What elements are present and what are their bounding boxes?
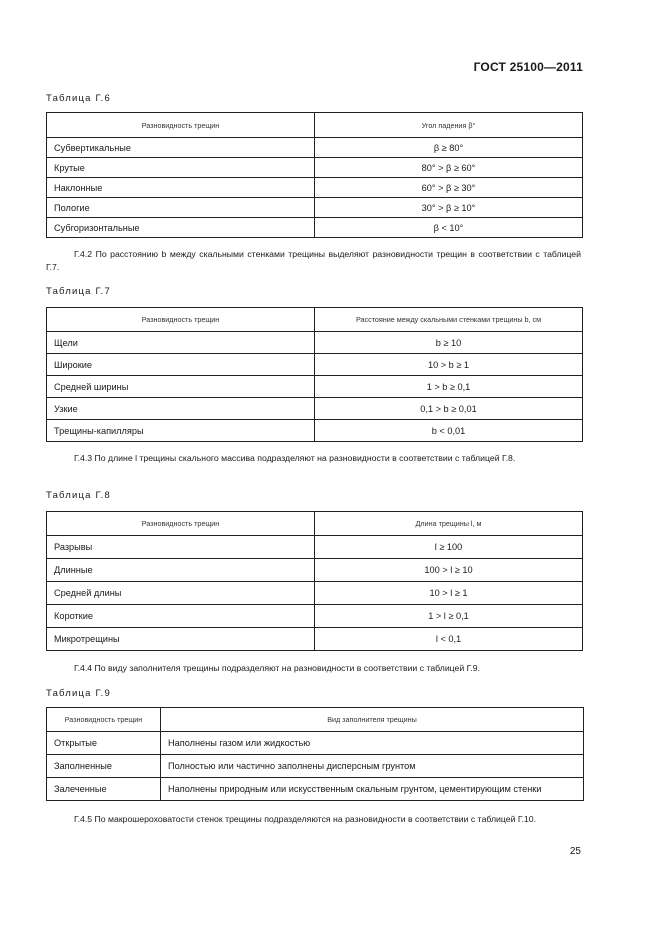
table-g8-header-type: Разновидность трещин <box>47 512 315 536</box>
table-row-value: 80° > β ≥ 60° <box>315 158 583 178</box>
table-g7 <box>46 307 583 442</box>
table-row-value: l ≥ 100 <box>315 536 583 559</box>
table-g6-header-angle: Угол падения β° <box>315 113 583 138</box>
table-row-label: Широкие <box>47 354 315 376</box>
paragraph-g42: Г.4.2 По расстоянию b между скальными стенками трещины выделяют разновидности трещин в соответствии с таблицей Г.7. <box>46 249 581 272</box>
table-row-label: Открытые <box>47 732 161 755</box>
paragraph-g44: Г.4.4 По виду заполнителя трещины подразделяют на разновидности в соответствии с таблицей Г.9. <box>74 663 480 673</box>
table-row-label: Залеченные <box>47 778 161 801</box>
table-row-label: Средней длины <box>47 582 315 605</box>
document-code: ГОСТ 25100—2011 <box>473 60 583 74</box>
table-row-value: Наполнены газом или жидкостью <box>161 732 584 755</box>
table-row-label: Трещины-капилляры <box>47 420 315 442</box>
table-g9-caption: Таблица Г.9 <box>46 688 111 699</box>
table-row-value: 60° > β ≥ 30° <box>315 178 583 198</box>
table-row-label: Субгоризонтальные <box>47 218 315 238</box>
table-row-value: β ≥ 80° <box>315 138 583 158</box>
paragraph-g45: Г.4.5 По макрошероховатости стенок трещины подразделяются на разновидности в соответствии с таблицей Г.10. <box>74 814 537 824</box>
table-row-value: β < 10° <box>315 218 583 238</box>
table-row-value: 10 > l ≥ 1 <box>315 582 583 605</box>
table-g8 <box>46 511 583 651</box>
table-g7-header-distance: Расстояние между скальными стенками трещины b, см <box>315 308 583 332</box>
table-row-label: Щели <box>47 332 315 354</box>
table-row-label: Крутые <box>47 158 315 178</box>
table-row-value: 1 > b ≥ 0,1 <box>315 376 583 398</box>
table-row-value: 10 > b ≥ 1 <box>315 354 583 376</box>
table-g8-header-length: Длина трещины l, м <box>315 512 583 536</box>
table-row-value: Наполнены природным или искусственным скальным грунтом, цементирующим стенки <box>161 778 584 801</box>
table-row-label: Длинные <box>47 559 315 582</box>
table-row-label: Средней ширины <box>47 376 315 398</box>
table-row-value: 30° > β ≥ 10° <box>315 198 583 218</box>
table-row-value: 0,1 > b ≥ 0,01 <box>315 398 583 420</box>
table-row-value: b ≥ 10 <box>315 332 583 354</box>
table-row-label: Пологие <box>47 198 315 218</box>
table-row-label: Микротрещины <box>47 628 315 651</box>
table-row-value: Полностью или частично заполнены дисперсным грунтом <box>161 755 584 778</box>
table-row-value: l < 0,1 <box>315 628 583 651</box>
paragraph-g43: Г.4.3 По длине l трещины скального массива подразделяют на разновидности в соответствии с таблицей Г.8. <box>74 453 516 463</box>
table-row-label: Узкие <box>47 398 315 420</box>
table-g7-caption: Таблица Г.7 <box>46 286 111 297</box>
table-g8-caption: Таблица Г.8 <box>46 490 111 501</box>
table-g6-caption: Таблица Г.6 <box>46 93 111 104</box>
table-g6-header-type: Разновидность трещин <box>47 113 315 138</box>
table-row-label: Заполненные <box>47 755 161 778</box>
table-row-value: 1 > l ≥ 0,1 <box>315 605 583 628</box>
table-g9-header-type: Разновидность трещин <box>47 708 161 732</box>
table-row-label: Короткие <box>47 605 315 628</box>
page-number: 25 <box>569 846 581 857</box>
table-row-label: Субвертикальные <box>47 138 315 158</box>
table-g7-header-type: Разновидность трещин <box>47 308 315 332</box>
table-row-label: Наклонные <box>47 178 315 198</box>
table-g9 <box>46 707 584 801</box>
table-row-label: Разрывы <box>47 536 315 559</box>
table-g6 <box>46 112 583 238</box>
table-row-value: b < 0,01 <box>315 420 583 442</box>
table-row-value: 100 > l ≥ 10 <box>315 559 583 582</box>
table-g9-header-filler: Вид заполнителя трещины <box>161 708 584 732</box>
